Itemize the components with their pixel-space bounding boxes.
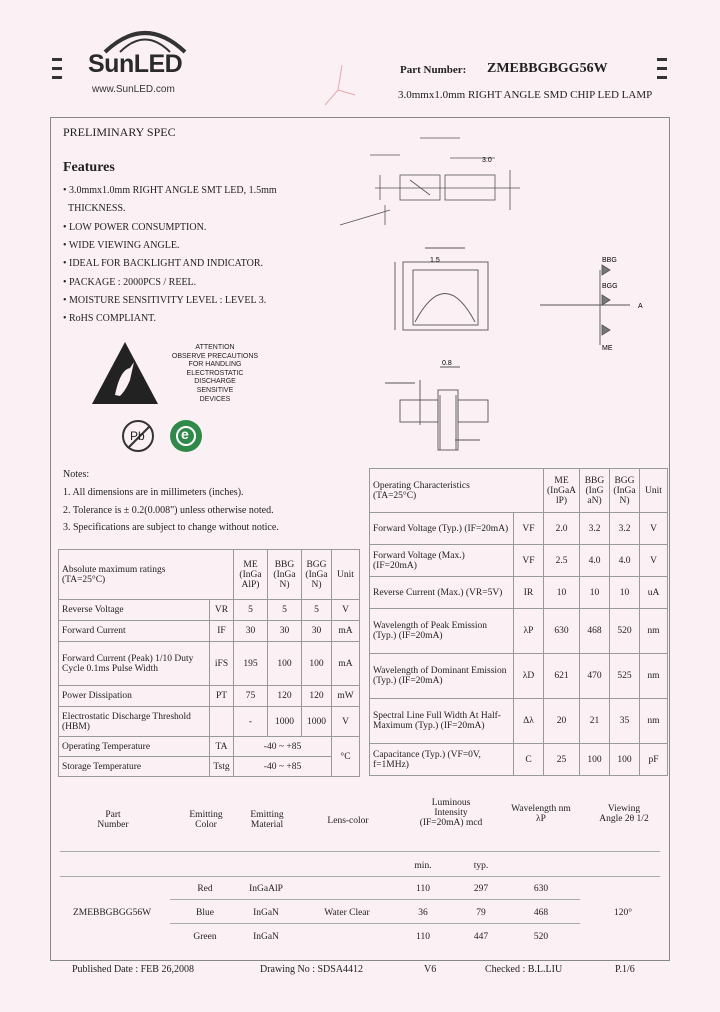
- param-cell: Spectral Line Full Width At Half-Maximum (Typ.) (IF=20mA): [370, 699, 514, 744]
- bbg-cell: 470: [580, 654, 610, 699]
- sym-cell: Tstg: [210, 757, 234, 777]
- sym-cell: PT: [210, 686, 234, 707]
- note-item: 1. All dimensions are in millimeters (inches).: [63, 487, 244, 498]
- param-cell: Operating Temperature: [59, 737, 210, 757]
- me-cell: 75: [234, 686, 268, 707]
- sel-color: Red: [197, 884, 213, 894]
- sel-wl: 520: [533, 932, 549, 942]
- bgg-cell: 100: [302, 642, 332, 686]
- abs-title: Absolute maximum ratings: [62, 564, 166, 575]
- table-row: [59, 707, 360, 737]
- package-top-view-diagram: [330, 130, 530, 240]
- me-cell: 2.5: [544, 545, 580, 577]
- sel-typ: 297: [473, 884, 489, 894]
- sym-cell: λP: [514, 609, 544, 654]
- unit-cell: pF: [640, 744, 668, 776]
- label-bgg: BGG: [602, 283, 618, 290]
- bgg-cell: 525: [610, 654, 640, 699]
- param-cell: Electrostatic Discharge Threshold (HBM): [59, 707, 210, 737]
- bgg-cell: 5: [302, 600, 332, 621]
- sel-row-divider: [170, 923, 580, 924]
- bgg-cell: 1000: [302, 707, 332, 737]
- sel-typ: 447: [473, 932, 489, 942]
- sym-cell: IF: [210, 621, 234, 642]
- operating-characteristics-table: [369, 468, 668, 776]
- features-title: Features: [63, 160, 115, 175]
- sel-typ: 79: [476, 908, 486, 918]
- version: V6: [424, 964, 437, 975]
- bbg-cell: 100: [580, 744, 610, 776]
- me-cell: 30: [234, 621, 268, 642]
- unit-cell: nm: [640, 609, 668, 654]
- unit-cell: mA: [332, 621, 360, 642]
- esd-line: DISCHARGE: [194, 378, 236, 386]
- dim-label-side: 0.8: [442, 360, 452, 367]
- brand-url[interactable]: www.SunLED.com: [92, 84, 175, 95]
- sel-material: InGaAlP: [249, 884, 283, 894]
- param-cell: Power Dissipation: [59, 686, 210, 707]
- label-me: ME: [602, 345, 613, 352]
- abs-col-bbg: BBG (InGa N): [268, 550, 302, 600]
- esd-line: DEVICES: [199, 395, 231, 403]
- param-cell: Forward Voltage (Max.) (IF=20mA): [370, 545, 514, 577]
- feature-item: • LOW POWER CONSUMPTION.: [63, 222, 207, 233]
- table-row: [59, 686, 360, 707]
- pb-free-icon: [122, 420, 154, 452]
- op-col-bgg: BGG (InGa N): [610, 469, 640, 513]
- sel-material: InGaN: [253, 908, 279, 918]
- param-cell: Forward Current (Peak) 1/10 Duty Cycle 0.1ms Pulse Width: [59, 642, 210, 686]
- sel-header-wavelength: Wavelength nm λP: [511, 804, 571, 824]
- bgg-cell: 30: [302, 621, 332, 642]
- feature-item: • MOISTURE SENSITIVITY LEVEL : LEVEL 3.: [63, 295, 267, 306]
- me-cell: 5: [234, 600, 268, 621]
- sel-color: Green: [193, 932, 217, 942]
- sel-divider: [60, 876, 660, 877]
- sel-color: Blue: [196, 908, 214, 918]
- signature-mark-icon: [320, 60, 360, 110]
- table-row: [370, 654, 668, 699]
- me-cell: 20: [544, 699, 580, 744]
- sel-wl: 468: [533, 908, 549, 918]
- table-row: [370, 609, 668, 654]
- op-col-me: ME (InGaA lP): [544, 469, 580, 513]
- me-cell: -: [234, 707, 268, 737]
- op-col-bbg: BBG (InG aN): [580, 469, 610, 513]
- sel-viewing-angle: 120°: [613, 908, 633, 918]
- param-cell: Wavelength of Dominant Emission (Typ.) (IF=20mA): [370, 654, 514, 699]
- bbg-cell: 5: [268, 600, 302, 621]
- sel-min: 110: [416, 884, 430, 894]
- sel-min: 110: [416, 932, 430, 942]
- sym-cell: λD: [514, 654, 544, 699]
- abs-col-bgg: BGG (InGa N): [302, 550, 332, 600]
- note-item: 2. Tolerance is ± 0.2(0.008") unless otherwise noted.: [63, 505, 274, 516]
- sel-header-lens: Lens-color: [327, 816, 369, 826]
- me-cell: 2.0: [544, 513, 580, 545]
- sel-header-min: min.: [414, 861, 432, 871]
- sel-header-typ: typ.: [473, 861, 489, 871]
- me-cell: 25: [544, 744, 580, 776]
- param-cell: Forward Current: [59, 621, 210, 642]
- bbg-cell: 100: [268, 642, 302, 686]
- absolute-max-table: [58, 549, 360, 777]
- sel-row-divider: [170, 899, 580, 900]
- bgg-cell: 100: [610, 744, 640, 776]
- sym-cell: iFS: [210, 642, 234, 686]
- label-anode: A: [638, 303, 643, 310]
- left-edge-mark: [52, 58, 62, 85]
- circuit-diagram: [510, 250, 660, 360]
- feature-item: • WIDE VIEWING ANGLE.: [63, 240, 180, 251]
- bgg-cell: 120: [302, 686, 332, 707]
- drawing-number: Drawing No : SDSA4412: [260, 964, 364, 975]
- unit-cell: nm: [640, 654, 668, 699]
- param-cell: Wavelength of Peak Emission (Typ.) (IF=20mA): [370, 609, 514, 654]
- sym-cell: VF: [514, 513, 544, 545]
- esd-warning-icon: [90, 340, 160, 406]
- param-cell: Reverse Current (Max.) (VR=5V): [370, 577, 514, 609]
- param-cell: Storage Temperature: [59, 757, 210, 777]
- sel-header-emitting-material: Emitting Material: [250, 810, 284, 830]
- feature-item: • RoHS COMPLIANT.: [63, 313, 157, 324]
- sel-divider: [60, 851, 660, 852]
- sym-cell: Δλ: [514, 699, 544, 744]
- op-cond: (TA=25°C): [373, 490, 417, 501]
- feature-item: • 3.0mmx1.0mm RIGHT ANGLE SMT LED, 1.5mm: [63, 185, 277, 196]
- sel-header-viewing: Viewing Angle 2θ 1/2: [599, 804, 649, 824]
- unit-cell: mW: [332, 686, 360, 707]
- bbg-cell: 1000: [268, 707, 302, 737]
- pb-label: Pb: [130, 429, 145, 443]
- unit-cell: V: [332, 707, 360, 737]
- sym-cell: VR: [210, 600, 234, 621]
- feature-item: • IDEAL FOR BACKLIGHT AND INDICATOR.: [63, 258, 263, 269]
- sym-cell: C: [514, 744, 544, 776]
- dim-label-top: 3.0: [482, 157, 492, 164]
- bbg-cell: 4.0: [580, 545, 610, 577]
- unit-cell: V: [640, 545, 668, 577]
- abs-cond: (TA=25°C): [62, 574, 106, 585]
- table-row: [59, 757, 360, 777]
- page-number: P.1/6: [615, 964, 635, 975]
- sel-material: InGaN: [253, 932, 279, 942]
- param-cell: Forward Voltage (Typ.) (IF=20mA): [370, 513, 514, 545]
- feature-item: • PACKAGE : 2000PCS / REEL.: [63, 277, 197, 288]
- bgg-cell: 3.2: [610, 513, 640, 545]
- table-row: [59, 621, 360, 642]
- bgg-cell: 4.0: [610, 545, 640, 577]
- esd-attention-text: [160, 344, 270, 404]
- part-number-label: Part Number:: [400, 64, 467, 76]
- table-row: [370, 545, 668, 577]
- published-date: Published Date : FEB 26,2008: [72, 964, 194, 975]
- package-side-view-diagram: [380, 355, 510, 465]
- table-row: [370, 577, 668, 609]
- unit-cell: uA: [640, 577, 668, 609]
- label-bbg: BBG: [602, 257, 617, 264]
- bbg-cell: 10: [580, 577, 610, 609]
- op-title: Operating Characteristics: [373, 480, 470, 491]
- unit-cell: V: [640, 513, 668, 545]
- sym-cell: [210, 707, 234, 737]
- bbg-cell: 468: [580, 609, 610, 654]
- spec-status: PRELIMINARY SPEC: [63, 125, 176, 139]
- param-cell: Reverse Voltage: [59, 600, 210, 621]
- sel-header-emitting-color: Emitting Color: [189, 810, 223, 830]
- checked-by: Checked : B.L.LIU: [485, 964, 563, 975]
- rohs-icon: [170, 420, 202, 452]
- esd-line: ELECTROSTATIC: [186, 369, 244, 377]
- bbg-cell: 3.2: [580, 513, 610, 545]
- table-row: [59, 737, 360, 757]
- product-subtitle: 3.0mmx1.0mm RIGHT ANGLE SMD CHIP LED LAMP: [398, 89, 653, 101]
- table-row: [370, 513, 668, 545]
- me-cell: 630: [544, 609, 580, 654]
- unit-cell: mA: [332, 642, 360, 686]
- feature-item: THICKNESS.: [68, 203, 126, 214]
- abs-title-cell: [59, 550, 234, 600]
- notes-title: Notes:: [63, 469, 90, 480]
- unit-cell: °C: [332, 737, 360, 777]
- me-cell: 10: [544, 577, 580, 609]
- bgg-cell: 520: [610, 609, 640, 654]
- table-row: [59, 600, 360, 621]
- me-cell: 621: [544, 654, 580, 699]
- sel-part-number: ZMEBBGBGG56W: [72, 908, 152, 918]
- esd-line: FOR HANDLING: [188, 361, 242, 369]
- sym-cell: IR: [514, 577, 544, 609]
- package-front-view-diagram: [385, 240, 505, 340]
- abs-col-unit: Unit: [332, 550, 360, 600]
- table-row: [370, 699, 668, 744]
- table-row: [59, 642, 360, 686]
- table-row: [370, 744, 668, 776]
- bgg-cell: 35: [610, 699, 640, 744]
- unit-cell: nm: [640, 699, 668, 744]
- sym-cell: TA: [210, 737, 234, 757]
- rohs-label: e: [181, 426, 189, 442]
- sel-lens-color: Water Clear: [324, 908, 370, 918]
- sel-header-part: Part Number: [97, 810, 129, 830]
- dim-label-front: 1.5: [430, 257, 440, 264]
- abs-col-me: ME (InGa AlP): [234, 550, 268, 600]
- brand-logo[interactable]: SunLED: [88, 50, 183, 78]
- op-col-unit: Unit: [640, 469, 668, 513]
- esd-line: ATTENTION: [195, 344, 235, 351]
- bbg-cell: 21: [580, 699, 610, 744]
- bbg-cell: 30: [268, 621, 302, 642]
- temp-range-cell: -40 ~ +85: [234, 737, 332, 757]
- note-item: 3. Specifications are subject to change without notice.: [63, 522, 279, 533]
- me-cell: 195: [234, 642, 268, 686]
- part-number-value: ZMEBBGBGG56W: [487, 61, 608, 76]
- temp-range-cell: -40 ~ +85: [234, 757, 332, 777]
- op-title-cell: [370, 469, 544, 513]
- param-cell: Capacitance (Typ.) (VF=0V, f=1MHz): [370, 744, 514, 776]
- sym-cell: VF: [514, 545, 544, 577]
- right-edge-mark: [657, 58, 667, 85]
- bgg-cell: 10: [610, 577, 640, 609]
- unit-cell: V: [332, 600, 360, 621]
- sel-min: 36: [418, 908, 428, 918]
- sel-header-luminous: Luminous Intensity (IF=20mA) mcd: [419, 798, 483, 828]
- sel-wl: 630: [533, 884, 549, 894]
- esd-line: SENSITIVE: [196, 386, 234, 394]
- esd-line: OBSERVE PRECAUTIONS: [171, 352, 259, 360]
- bbg-cell: 120: [268, 686, 302, 707]
